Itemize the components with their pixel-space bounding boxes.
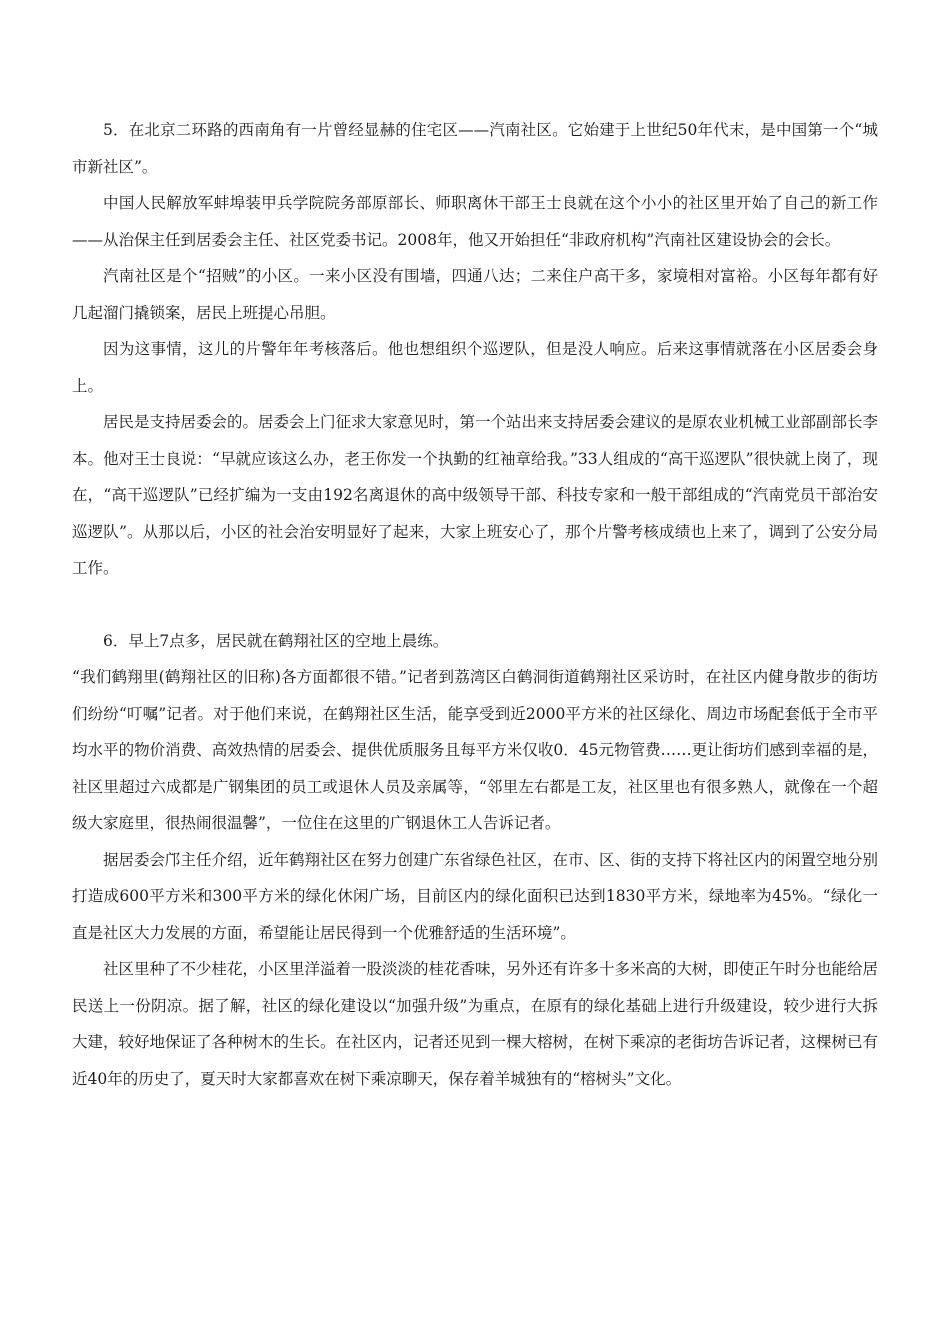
section-spacer	[72, 587, 878, 623]
paragraph: 因为这事情，这儿的片警年年考核落后。他也想组织个巡逻队，但是没人响应。后来这事情就落在小区居委会身上。	[72, 340, 878, 395]
section-5	[72, 112, 878, 587]
section-6-heading: 6．早上7点多，居民就在鹤翔社区的空地上晨练。	[103, 631, 449, 650]
paragraph: 汽南社区是个“招贼”的小区。一来小区没有围墙，四通八达；二来住户高干多，家境相对富裕。小区每年都有好几起溜门撬锁案，居民上班提心吊胆。	[72, 267, 878, 322]
paragraph: 居民是支持居委会的。居委会上门征求大家意见时，第一个站出来支持居委会建议的是原农业机械工业部副部长李本。他对王士良说：“早就应该这么办，老王你发一个执勤的红袖章给我。”33人组成的“高干巡逻队”很快就上岗了，现在，“高干巡逻队”已经扩编为一支由192名离退休的高中级领导干部、科技专家和一般干部组成的“汽南党员干部治安巡逻队”。从那以后，小区的社会治安明显好了起来，大家上班安心了，那个片警考核成绩也上来了，调到了公安分局工作。	[72, 413, 879, 577]
paragraph: 中国人民解放军蚌埠装甲兵学院院务部原部长、师职离休干部王士良就在这个小小的社区里开始了自己的新工作——从治保主任到居委会主任、社区党委书记。2008年，他又开始担任“非政府机构”汽南社区建设协会的会长。	[72, 194, 878, 249]
paragraph: “我们鹤翔里(鹤翔社区的旧称)各方面都很不错。”记者到荔湾区白鹤洞街道鹤翔社区采访时，在社区内健身散步的街坊们纷纷“叮嘱”记者。对于他们来说，在鹤翔社区生活，能享受到近2000平方米的社区绿化、周边市场配套低于全市平均水平的物价消费、高效热情的居委会、提供优质服务且每平方米仅收0．45元物管费……更让街坊们感到幸福的是，社区里超过六成都是广钢集团的员工或退休人员及亲属等，“邻里左右都是工友，社区里也有很多熟人，就像在一个超级大家庭里，很热闹很温馨”，一位住在这里的广钢退休工人告诉记者。	[72, 668, 878, 832]
section-6	[72, 623, 878, 1098]
section-5-heading: 5．在北京二环路的西南角有一片曾经显赫的住宅区——汽南社区。它始建于上世纪50年代末，是中国第一个“城市新社区”。	[72, 121, 878, 176]
paragraph: 据居委会邝主任介绍，近年鹤翔社区在努力创建广东省绿色社区，在市、区、街的支持下将社区内的闲置空地分别打造成600平方米和300平方米的绿化休闲广场，目前区内的绿化面积已达到1830平方米，绿地率为45%。“绿化一直是社区大力发展的方面，希望能让居民得到一个优雅舒适的生活环境”。	[72, 850, 879, 942]
paragraph: 社区里种了不少桂花，小区里洋溢着一股淡淡的桂花香味，另外还有许多十多米高的大树，即使正午时分也能给居民送上一份阴凉。据了解，社区的绿化建设以“加强升级”为重点，在原有的绿化基础上进行升级建设，较少进行大拆大建，较好地保证了各种树木的生长。在社区内，记者还见到一棵大榕树，在树下乘凉的老街坊告诉记者，这棵树已有近40年的历史了，夏天时大家都喜欢在树下乘凉聊天，保存着羊城独有的“榕树头”文化。	[72, 960, 879, 1088]
